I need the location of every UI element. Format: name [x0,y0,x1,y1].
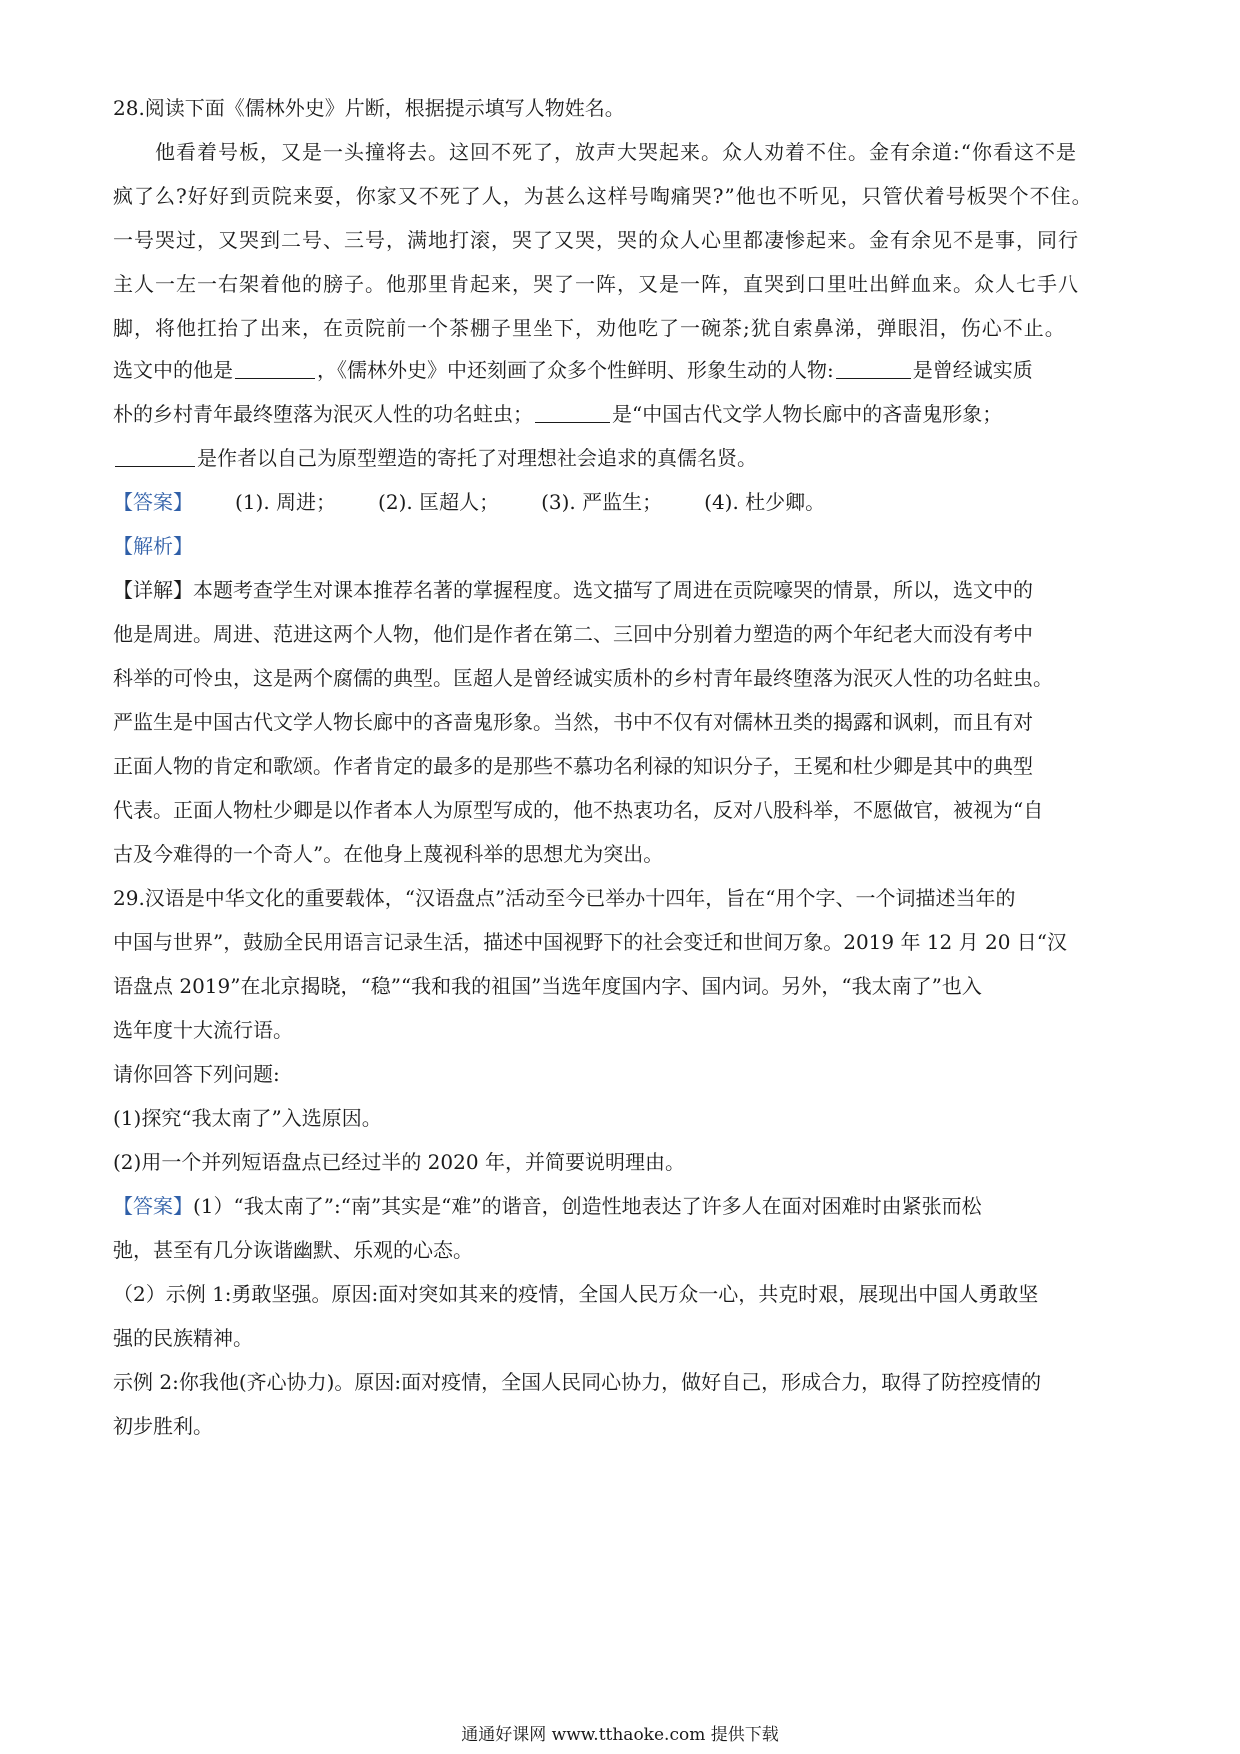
q28-answer-1: (1). 周进； [235,490,337,514]
q28-detail-line-2: 他是周进。周进、范进这两个人物，他们是作者在第二、三回中分别着力塑造的两个年纪老大而没有考中 [113,622,1033,646]
q28-detail-text-1: 本题考查学生对课本推荐名著的掌握程度。选文描写了周进在贡院嚎哭的情景，所以，选文中的 [193,578,1033,602]
q28-question-text-f: 是作者以自己为原型塑造的寄托了对理想社会追求的真儒名贤。 [197,446,757,470]
q29-stem-line-4: 选年度十大流行语。 [113,1018,293,1042]
q28-passage-line-4: 主人一左一右架着他的膀子。他那里肯起来，哭了一阵，又是一阵，直哭到口里吐出鲜血来。众人七手八 [113,272,1079,296]
q29-answer3-line-2: 初步胜利。 [113,1414,213,1438]
q28-detail-line-5: 正面人物的肯定和歌颂。作者肯定的最多的是那些不慕功名利禄的知识分子，王冕和杜少卿是其中的典型 [113,754,1033,778]
q29-sub-question-1: (1)探究“我太南了”入选原因。 [113,1106,382,1130]
q29-sub-question-2: (2)用一个并列短语盘点已经过半的 2020 年，并简要说明理由。 [113,1150,685,1174]
q29-answer1-text-1: (1）“我太南了”:“南”其实是“难”的谐音，创造性地表达了许多人在面对困难时由紧张而松 [193,1194,982,1218]
q28-question-text-e: 是“中国古代文学人物长廊中的吝啬鬼形象； [612,402,1003,426]
q28-detail-line-6: 代表。正面人物杜少卿是以作者本人为原型写成的，他不热衷功名，反对八股科举，不愿做官，被视为“自 [113,798,1044,822]
q28-stem: 28.阅读下面《儒林外史》片断，根据提示填写人物姓名。 [113,96,625,120]
answer-blank-3[interactable] [535,402,610,423]
q28-detail-line-4: 严监生是中国古代文学人物长廊中的吝啬鬼形象。当然，书中不仅有对儒林丑类的揭露和讽刺，而且有对 [113,710,1033,734]
q29-answer3-line-1: 示例 2:你我他(齐心协力)。原因:面对疫情，全国人民同心协力，做好自己，形成合力，取得了防控疫情的 [113,1370,1042,1394]
q28-question-text-c: 是曾经诚实质 [912,358,1033,382]
q28-answer-2: (2). 匡超人； [378,490,500,514]
q29-prompt: 请你回答下列问题: [113,1062,280,1086]
q29-answer-line-1 [113,1192,1133,1220]
q28-answer-4: (4). 杜少卿。 [704,490,826,514]
q28-passage-line-3: 一号哭过，又哭到二号、三号，满地打滚，哭了又哭，哭的众人心里都凄惨起来。金有余见不是事，同行 [113,228,1079,252]
q28-passage-line-1: 他看着号板，又是一头撞将去。这回不死了，放声大哭起来。众人劝着不住。金有余道:“你看这不是 [155,140,1077,164]
q28-question-text-d: 朴的乡村青年最终堕落为泯灭人性的功名蛀虫； [113,402,533,426]
q29-stem-line-3: 语盘点 2019”在北京揭晓，“稳”“我和我的祖国”当选年度国内字、国内词。另外，“我太南了”也入 [113,974,982,998]
q28-question-line-2 [113,400,1133,428]
answer-blank-4[interactable] [115,446,195,467]
q28-analysis-line [113,532,1133,560]
q29-answer2-line-2: 强的民族精神。 [113,1326,253,1350]
q28-answer-3: (3). 严监生； [541,490,663,514]
q28-question-line-1 [113,356,1133,384]
q28-question-line-3 [113,444,1133,472]
detail-tag: 【详解】 [113,578,193,602]
page-footer: 通通好课网 www.tthaoke.com 提供下载 [461,1725,779,1745]
q29-answer2-line-1: （2）示例 1:勇敢坚强。原因:面对突如其来的疫情，全国人民万众一心，共克时艰，展现出中国人勇敢坚 [113,1282,1039,1306]
q28-answer-line [113,488,1133,516]
q29-stem-line-1: 29.汉语是中华文化的重要载体，“汉语盘点”活动至今已举办十四年，旨在“用个字、一个词描述当年的 [113,886,1016,910]
answer-tag: 【答案】 [113,1194,193,1218]
q29-answer-line-2: 弛，甚至有几分诙谐幽默、乐观的心态。 [113,1238,473,1262]
q28-question-text-b: ，《儒林外史》中还刻画了众多个性鲜明、形象生动的人物: [317,358,834,382]
q28-passage-line-5: 脚，将他扛抬了出来，在贡院前一个茶棚子里坐下，劝他吃了一碗茶;犹自索鼻涕，弹眼泪，伤心不止。 [113,316,1066,340]
answer-tag: 【答案】 [113,490,193,514]
analysis-tag: 【解析】 [113,534,193,558]
q29-stem-line-2: 中国与世界”，鼓励全民用语言记录生活，描述中国视野下的社会变迁和世间万象。2019 年 12 月 20 日“汉 [113,930,1068,954]
q28-detail-line-3: 科举的可怜虫，这是两个腐儒的典型。匡超人是曾经诚实质朴的乡村青年最终堕落为泯灭人性的功名蛀虫。 [113,666,1053,690]
answer-blank-1[interactable] [235,358,315,379]
answer-blank-2[interactable] [836,358,911,379]
q28-detail-line-1 [113,576,1133,604]
q28-detail-line-7: 古及今难得的一个奇人”。在他身上蔑视科举的思想尤为突出。 [113,842,664,866]
q28-passage-line-2: 疯了么?好好到贡院来耍，你家又不死了人，为甚么这样号啕痛哭?”他也不听见，只管伏着号板哭个不住。 [113,184,1093,208]
q28-question-text-a: 选文中的他是 [113,358,233,382]
